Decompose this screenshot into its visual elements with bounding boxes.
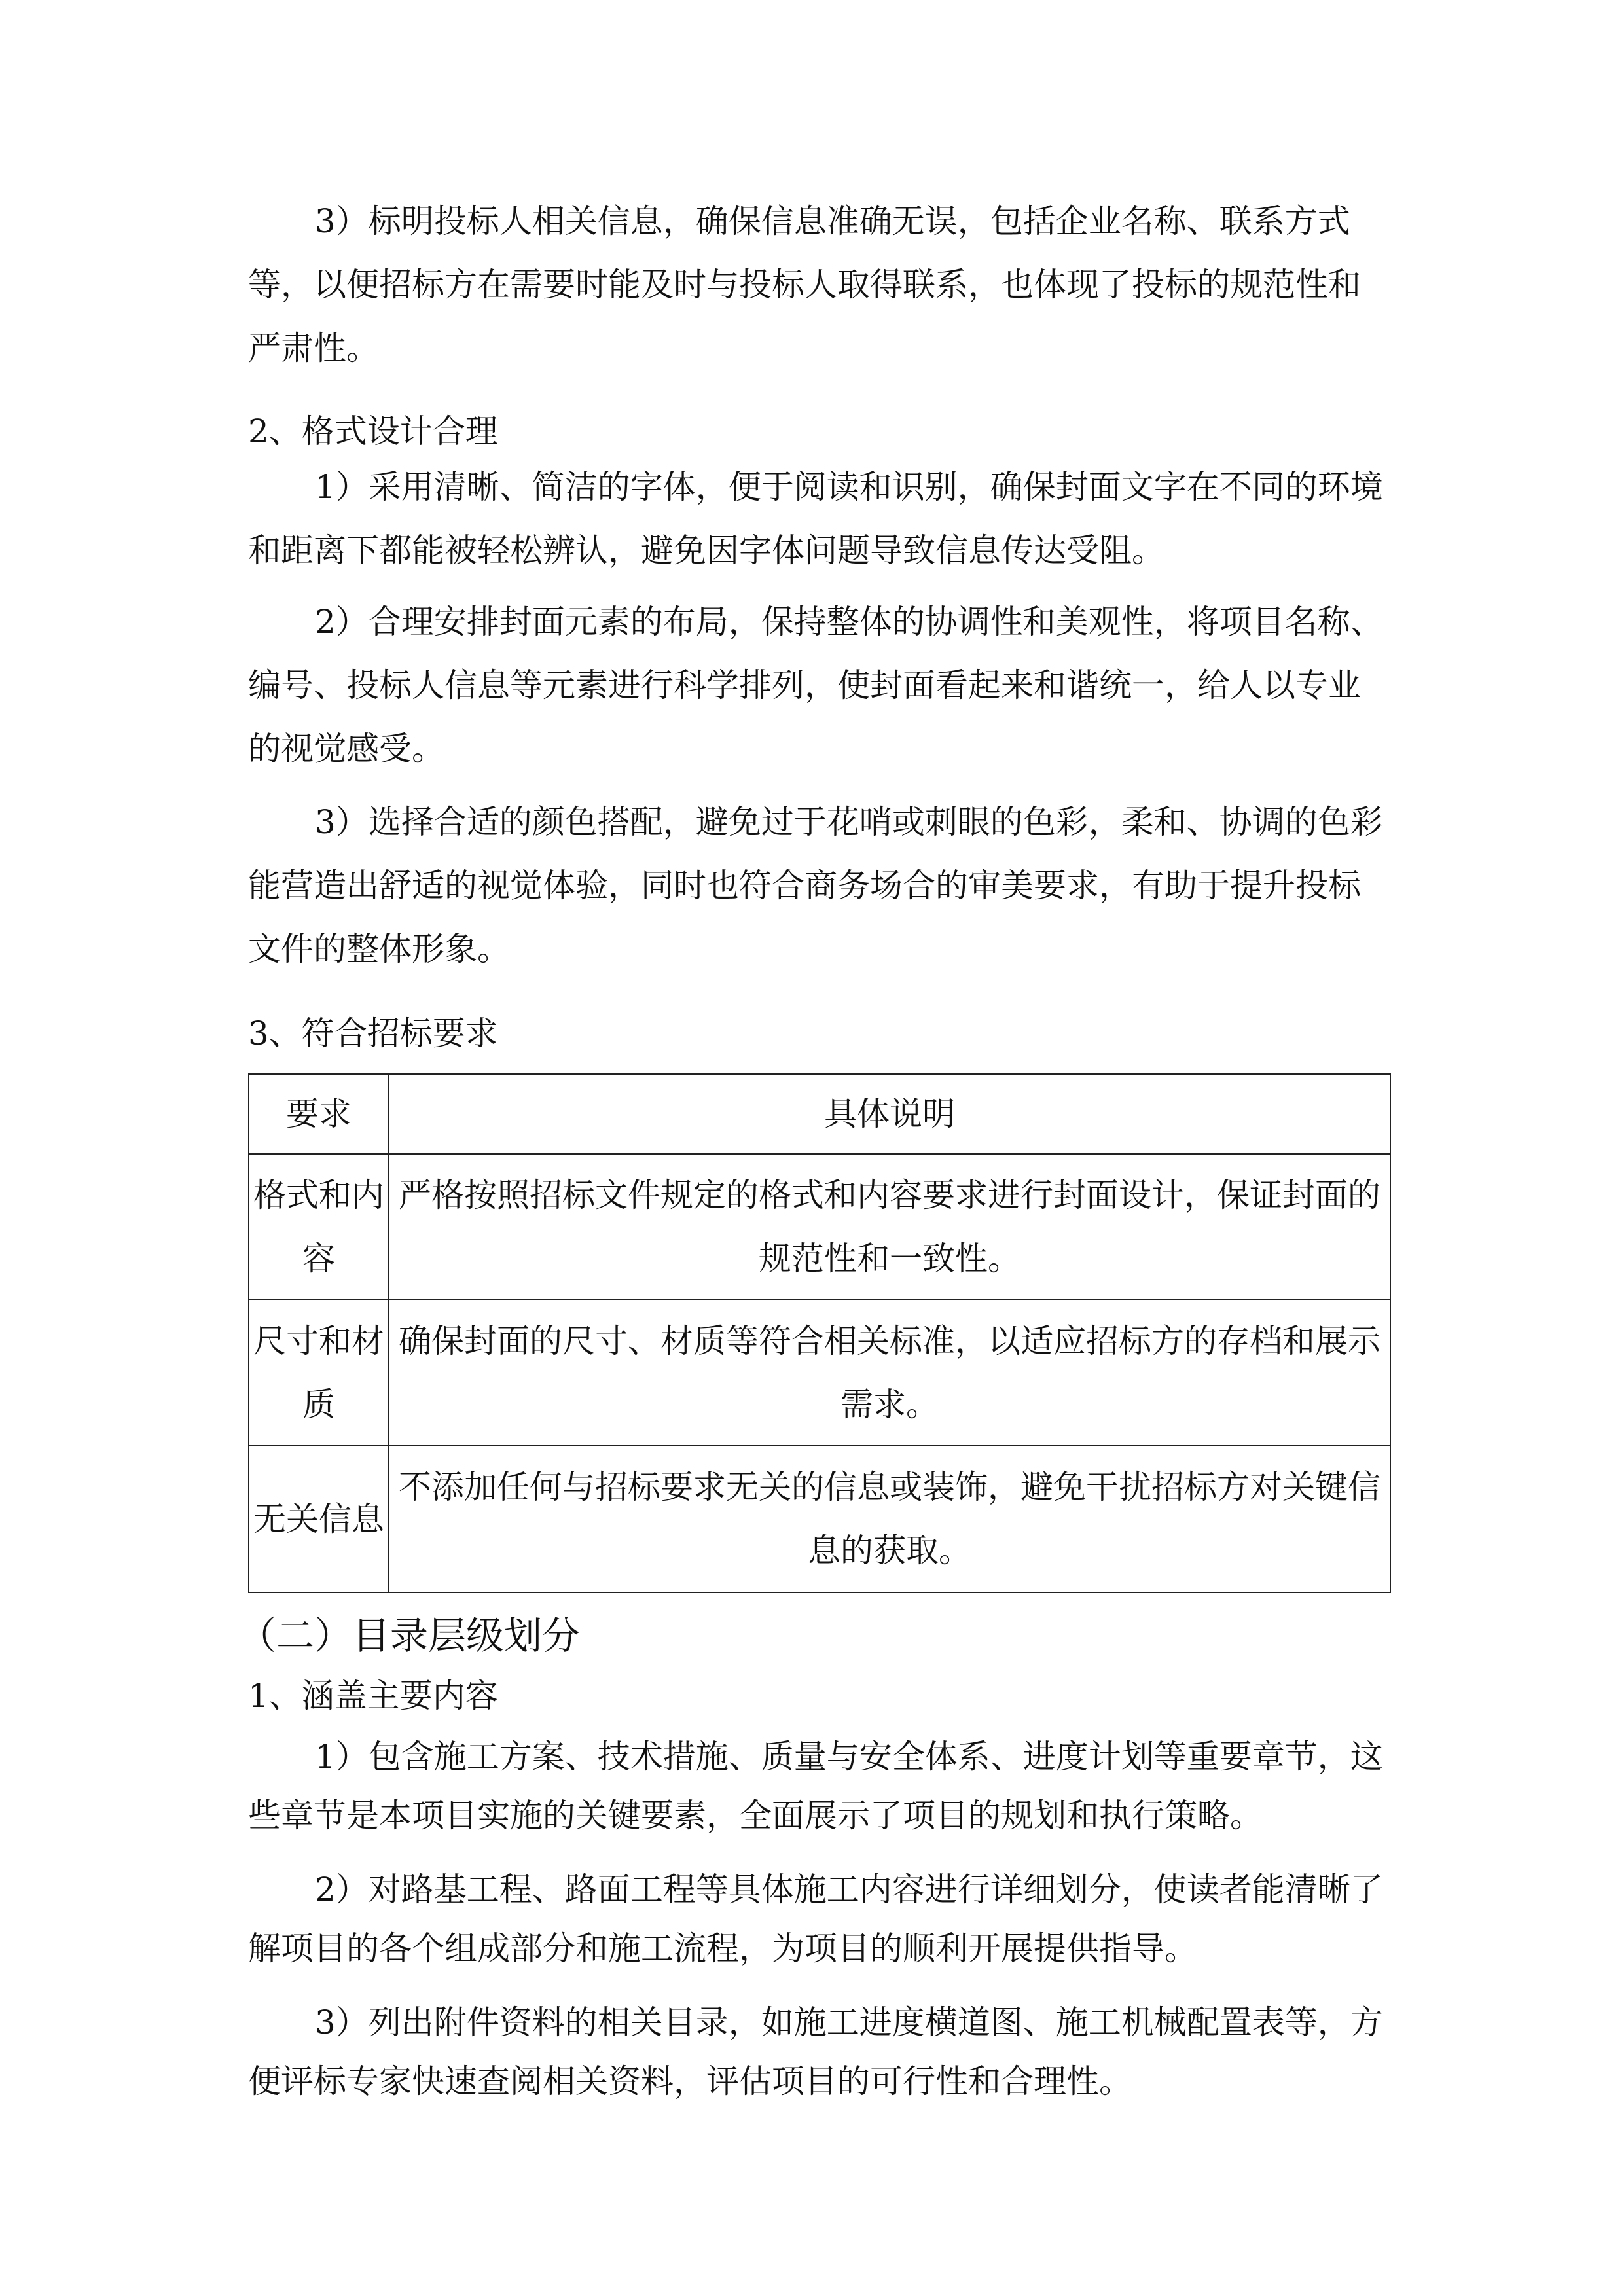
paragraph-chapters [248, 1727, 1391, 1845]
header-cell: 要求 [249, 1074, 389, 1154]
text-line: 编号、投标人信息等元素进行科学排列，使封面看起来和谐统一，给人以专业 [248, 666, 1361, 704]
text-line: 和距离下都能被轻松辨认，避免因字体问题导致信息传达受阻。 [248, 531, 1164, 569]
heading-text: 2、格式设计合理 [248, 412, 498, 450]
text-line: 的视觉感受。 [248, 730, 444, 768]
cell-line: 需求。 [840, 1385, 939, 1424]
requirements-table [248, 1073, 1391, 1593]
cell-line: 格式和内 [253, 1175, 384, 1214]
description-cell [389, 1154, 1390, 1300]
paragraph-appendix [248, 1993, 1391, 2111]
cell-line: 不添加任何与招标要求无关的信息或装饰，避免干扰招标方对关键信 [399, 1468, 1380, 1506]
cell-line: 无关信息 [253, 1499, 384, 1538]
table-header-row [249, 1074, 1390, 1154]
text-line: 解项目的各个组成部分和施工流程，为项目的顺利开展提供指导。 [248, 1929, 1197, 1967]
text-line: 3）标明投标人相关信息，确保信息准确无误，包括企业名称、联系方式 [315, 202, 1350, 240]
section-title [238, 1604, 1381, 1668]
text-line: 便评标专家快速查阅相关资料，评估项目的可行性和合理性。 [248, 2062, 1132, 2100]
heading-requirements [248, 1002, 1391, 1066]
description-cell [389, 1300, 1390, 1446]
cell-line: 容 [302, 1239, 335, 1278]
text-line: 2）对路基工程、路面工程等具体施工内容进行详细划分，使读者能清晰了 [315, 1871, 1383, 1909]
cell-line: 尺寸和材 [253, 1321, 384, 1360]
table-row [249, 1154, 1390, 1300]
paragraph-font [248, 456, 1391, 583]
paragraph-bidder-info [248, 190, 1391, 380]
text-line: 1）包含施工方案、技术措施、质量与安全体系、进度计划等重要章节，这 [315, 1738, 1383, 1776]
header-cell: 具体说明 [389, 1074, 1390, 1154]
heading-text: 1、涵盖主要内容 [248, 1677, 498, 1715]
requirement-cell [249, 1446, 389, 1592]
cell-line: 息的获取。 [808, 1532, 971, 1570]
cell-line: 严格按照招标文件规定的格式和内容要求进行封面设计，保证封面的 [399, 1175, 1380, 1214]
text-line: 3）选择合适的颜色搭配，避免过于花哨或刺眼的色彩，柔和、协调的色彩 [315, 803, 1383, 841]
text-line: 3）列出附件资料的相关目录，如施工进度横道图、施工机械配置表等，方 [315, 2003, 1383, 2041]
paragraph-layout [248, 590, 1391, 781]
text-line: 文件的整体形象。 [248, 930, 510, 968]
paragraph-subdivision [248, 1860, 1391, 1978]
cell-line: 确保封面的尺寸、材质等符合相关标准，以适应招标方的存档和展示 [399, 1321, 1380, 1360]
heading-text: 3、符合招标要求 [248, 1014, 498, 1052]
text-line: 1）采用清晰、简洁的字体，便于阅读和识别，确保封面文字在不同的环境 [315, 468, 1383, 506]
table-row [249, 1300, 1390, 1446]
section-title-text: （二）目录层级划分 [238, 1613, 581, 1658]
cell-line: 质 [302, 1385, 335, 1424]
paragraph-color [248, 791, 1391, 981]
heading-format-design [248, 400, 1391, 463]
description-cell [389, 1446, 1390, 1592]
text-line: 2）合理安排封面元素的布局，保持整体的协调性和美观性，将项目名称、 [315, 603, 1383, 641]
text-line: 等，以便招标方在需要时能及时与投标人取得联系，也体现了投标的规范性和 [248, 266, 1361, 304]
text-line: 些章节是本项目实施的关键要素，全面展示了项目的规划和执行策略。 [248, 1797, 1263, 1835]
text-line: 能营造出舒适的视觉体验，同时也符合商务场合的审美要求，有助于提升投标 [248, 867, 1361, 905]
text-line: 严肃性。 [248, 329, 379, 367]
requirement-cell [249, 1154, 389, 1300]
heading-main-content [248, 1666, 1391, 1725]
cell-line: 规范性和一致性。 [759, 1239, 1020, 1278]
table-row [249, 1446, 1390, 1592]
requirement-cell [249, 1300, 389, 1446]
